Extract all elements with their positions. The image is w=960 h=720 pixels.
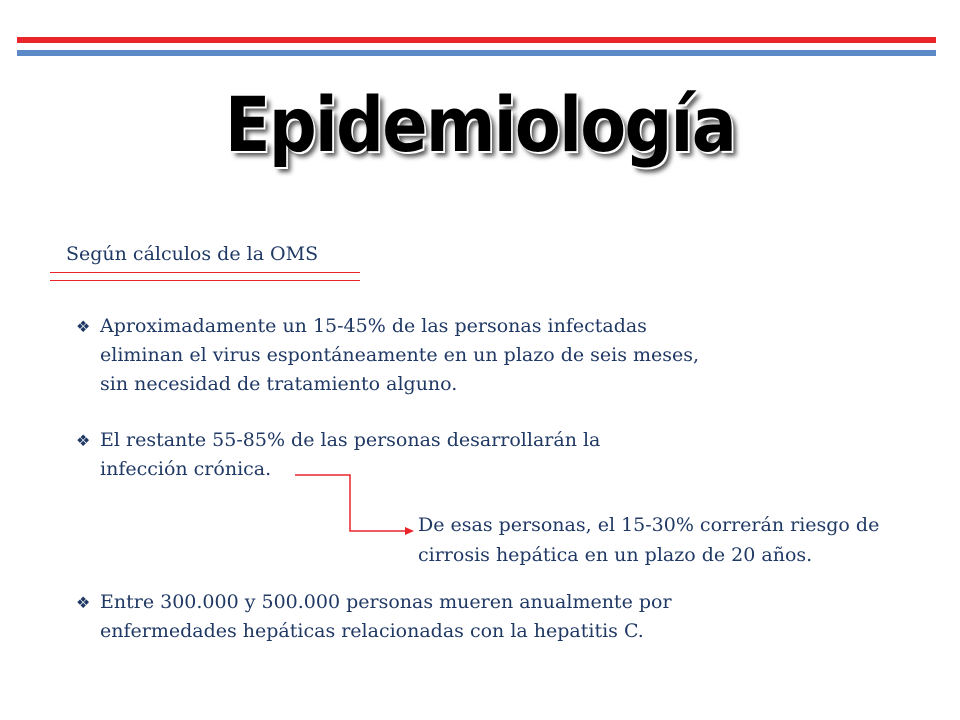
diamond-bullet-icon: ❖ — [76, 431, 91, 450]
diamond-bullet-icon: ❖ — [76, 317, 91, 336]
bullet-item — [76, 588, 736, 646]
slide-title: Epidemiología — [224, 80, 736, 169]
bullet-text: El restante 55-85% de las personas desarrollarán la infección crónica. — [100, 429, 601, 480]
subtitle: Según cálculos de la OMS — [66, 243, 319, 265]
cirrhosis-note: De esas personas, el 15-30% correrán riesgo de cirrosis hepática en un plazo de 20 años. — [418, 514, 880, 566]
bullet-text: Aproximadamente un 15-45% de las personas infectadas eliminan el virus espontáneamente en un plazo de seis meses, sin necesidad de tratamiento alguno. — [100, 315, 700, 395]
bullet-text: Entre 300.000 y 500.000 personas mueren anualmente por enfermedades hepáticas relacionadas con la hepatitis C. — [100, 591, 672, 642]
diamond-bullet-icon: ❖ — [76, 593, 91, 612]
